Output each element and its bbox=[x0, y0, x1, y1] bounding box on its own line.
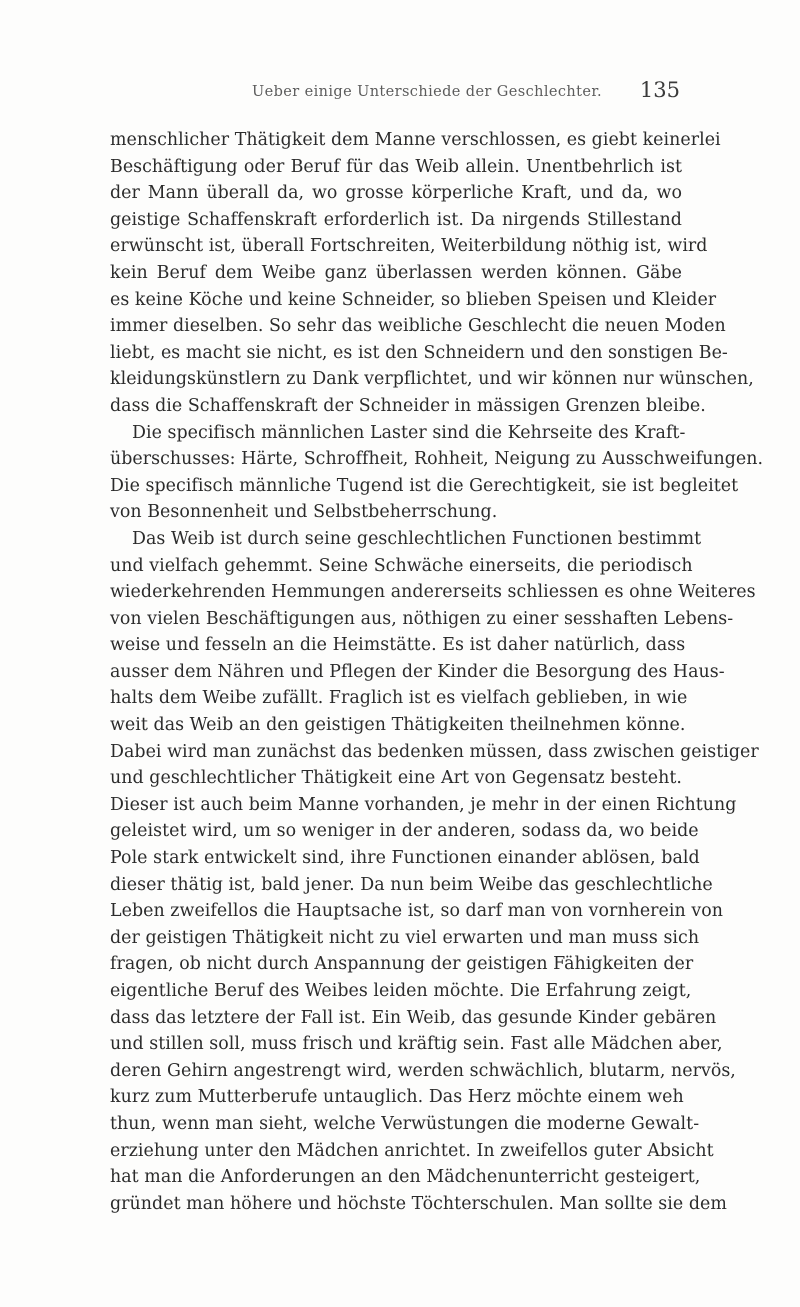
text-line: Dieser ist auch beim Manne vorhanden, je mehr in der einen Richtung bbox=[110, 794, 737, 815]
page-number: 135 bbox=[639, 78, 680, 102]
text-line: fragen, ob nicht durch Anspannung der geistigen Fähigkeiten der bbox=[110, 954, 694, 975]
text-line: eigentliche Beruf des Weibes leiden möchte. Die Erfahrung zeigt, bbox=[110, 981, 692, 1001]
text-line: menschlicher Thätigkeit dem Manne verschlossen, es giebt keinerlei bbox=[110, 130, 721, 150]
text-line: geleistet wird, um so weniger in der anderen, sodass da, wo beide bbox=[110, 821, 699, 842]
text-line: Beschäftigung oder Beruf für das Weib allein. Unentbehrlich ist bbox=[110, 156, 682, 177]
text-line: wiederkehrenden Hemmungen andererseits schliessen es ohne Weiteres bbox=[110, 582, 756, 603]
text-line: von vielen Beschäftigungen aus, nöthigen zu einer sesshaften Lebens- bbox=[110, 608, 734, 629]
text-line: weise und fesseln an die Heimstätte. Es ist daher natürlich, dass bbox=[110, 635, 686, 656]
text-line: der Mann überall da, wo grosse körperliche Kraft, und da, wo bbox=[110, 183, 682, 204]
text-line: geistige Schaffenskraft erforderlich ist. Da nirgends Stillestand bbox=[110, 209, 682, 230]
text-line: der geistigen Thätigkeit nicht zu viel erwarten und man muss sich bbox=[110, 927, 700, 948]
text-line: überschusses: Härte, Schroffheit, Rohheit, Neigung zu Ausschweifungen. bbox=[110, 449, 764, 470]
running-title: Ueber einige Unterschiede der Geschlechter. bbox=[252, 84, 603, 100]
text-line: erziehung unter den Mädchen anrichtet. In zweifellos guter Absicht bbox=[110, 1140, 714, 1161]
text-line: kleidungskünstlern zu Dank verpflichtet, und wir können nur wünschen, bbox=[110, 369, 754, 390]
text-line: hat man die Anforderungen an den Mädchenunterricht gesteigert, bbox=[110, 1167, 701, 1188]
text-line: kurz zum Mutterberufe untauglich. Das Herz möchte einem weh bbox=[110, 1087, 684, 1108]
text-line: Leben zweifellos die Hauptsache ist, so darf man von vornherein von bbox=[110, 901, 723, 922]
text-line: und stillen soll, muss frisch und kräftig sein. Fast alle Mädchen aber, bbox=[110, 1034, 723, 1055]
text-line: halts dem Weibe zufällt. Fraglich ist es vielfach geblieben, in wie bbox=[110, 688, 688, 709]
text-line: dass die Schaffenskraft der Schneider in mässigen Grenzen bleibe. bbox=[110, 395, 706, 416]
text-line: Pole stark entwickelt sind, ihre Functionen einander ablösen, bald bbox=[110, 848, 700, 869]
text-line: und geschlechtlicher Thätigkeit eine Art von Gegensatz besteht. bbox=[110, 768, 682, 789]
body-text bbox=[110, 127, 764, 1217]
text-line: erwünscht ist, überall Fortschreiten, Weiterbildung nöthig ist, wird bbox=[110, 236, 708, 257]
text-line: Die specifisch männliche Tugend ist die Gerechtigkeit, sie ist begleitet bbox=[110, 475, 739, 496]
text-line: es keine Köche und keine Schneider, so blieben Speisen und Kleider bbox=[110, 289, 717, 310]
text-line: immer dieselben. So sehr das weibliche Geschlecht die neuen Moden bbox=[110, 316, 726, 337]
text-line: liebt, es macht sie nicht, es ist den Schneidern und den sonstigen Be- bbox=[110, 342, 728, 363]
text-line: Dabei wird man zunächst das bedenken müssen, dass zwischen geistiger bbox=[110, 741, 759, 762]
text-line: Das Weib ist durch seine geschlechtlichen Functionen bestimmt bbox=[132, 528, 702, 549]
text-line: dieser thätig ist, bald jener. Da nun beim Weibe das geschlechtliche bbox=[110, 874, 713, 895]
text-line: gründet man höhere und höchste Töchterschulen. Man sollte sie dem bbox=[110, 1193, 727, 1214]
text-line: und vielfach gehemmt. Seine Schwäche einerseits, die periodisch bbox=[110, 555, 693, 576]
text-line: dass das letztere der Fall ist. Ein Weib, das gesunde Kinder gebären bbox=[110, 1007, 717, 1028]
text-line: weit das Weib an den geistigen Thätigkeiten theilnehmen könne. bbox=[110, 715, 686, 736]
text-line: kein Beruf dem Weibe ganz überlassen werden können. Gäbe bbox=[110, 262, 682, 283]
text-line: ausser dem Nähren und Pflegen der Kinder die Besorgung des Haus- bbox=[110, 661, 725, 682]
text-line: Die specifisch männlichen Laster sind die Kehrseite des Kraft- bbox=[132, 422, 686, 443]
running-head bbox=[110, 78, 680, 108]
text-line: thun, wenn man sieht, welche Verwüstungen die moderne Gewalt- bbox=[110, 1113, 700, 1134]
text-line: von Besonnenheit und Selbstbeherrschung. bbox=[110, 502, 498, 523]
text-line: deren Gehirn angestrengt wird, werden schwächlich, blutarm, nervös, bbox=[110, 1060, 736, 1081]
